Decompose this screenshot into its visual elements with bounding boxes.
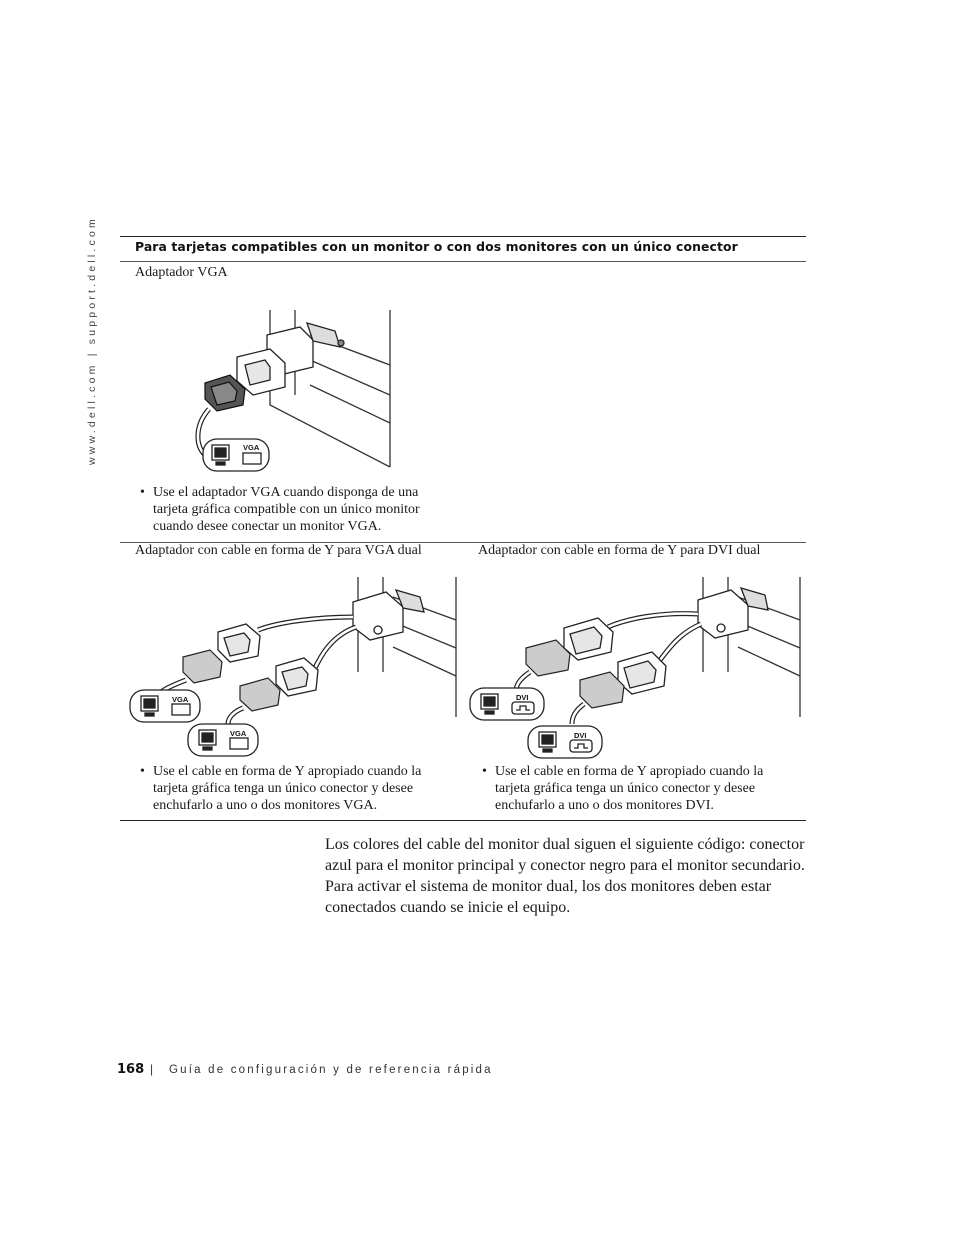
dual-dvi-badge-label-2: DVI: [574, 731, 587, 740]
vga-adapter-illustration: [195, 305, 395, 480]
dual-dvi-bullet: [482, 763, 764, 814]
vga-monitor-badge-1: [130, 690, 200, 722]
dual-vga-badge-label-1: VGA: [172, 695, 189, 704]
dual-vga-illustration: [128, 572, 458, 762]
table-heading-rule: [120, 261, 806, 262]
y-cable-lower: [660, 624, 701, 660]
vga-badge-label: VGA: [243, 443, 260, 452]
dual-dvi-label: Adaptador con cable en forma de Y para DVI dual: [478, 543, 761, 558]
paragraph-line: Para activar el sistema de monitor dual, los dos monitores deben estar: [325, 878, 772, 895]
dual-vga-bullet: [140, 763, 422, 814]
dual-vga-badge-label-2: VGA: [230, 729, 247, 738]
dvi-monitor-badge-2: [528, 726, 602, 758]
paragraph-line: conectados cuando se inicie el equipo.: [325, 899, 571, 916]
bullet-line: enchufarlo a uno o dos monitores VGA.: [153, 798, 378, 813]
dvi-plug-lower: [618, 652, 666, 694]
dvi-plug-upper: [564, 618, 613, 660]
bullet-line: enchufarlo a uno o dos monitores DVI.: [495, 798, 714, 813]
bullet-line: Use el cable en forma de Y apropiado cuando la: [153, 764, 422, 779]
dvi-monitor-badge-1: [470, 688, 544, 720]
bullet-line: Use el adaptador VGA cuando disponga de una: [153, 485, 419, 500]
vga-monitor-badge-2: [188, 724, 258, 756]
bullet-line: tarjeta gráfica tenga un único conector y desee: [153, 781, 414, 796]
vga-plug-lower: [276, 658, 318, 696]
table-bottom-rule: [120, 820, 806, 821]
vga-plug-upper: [218, 624, 260, 662]
page-number: 168: [117, 1062, 145, 1077]
bullet-line: tarjeta gráfica compatible con un único monitor: [153, 502, 420, 517]
y-cable-lower: [313, 627, 356, 672]
vga-plug-cable-end-lower: [240, 678, 280, 711]
vga-adapter-label: Adaptador VGA: [135, 265, 228, 280]
body-paragraph: [325, 834, 815, 918]
bullet-line: tarjeta gráfica tenga un único conector y desee: [495, 781, 756, 796]
bullet-glyph: •: [140, 485, 145, 500]
paragraph-line: azul para el monitor principal y conector negro para el monitor secundario.: [325, 857, 805, 874]
dual-dvi-badge-label-1: DVI: [516, 693, 529, 702]
table-heading: Para tarjetas compatibles con un monitor o con dos monitores con un único conector: [135, 239, 738, 254]
bullet-glyph: •: [140, 764, 145, 779]
footer-separator: |: [150, 1062, 154, 1076]
dual-vga-label: Adaptador con cable en forma de Y para VGA dual: [135, 543, 422, 558]
vga-plug-cable-end-upper: [183, 650, 222, 683]
dual-dvi-illustration: [468, 572, 803, 762]
vga-adapter-bullet: [140, 484, 420, 535]
side-url: [82, 216, 102, 470]
footer-title: Guía de configuración y de referencia rápida: [169, 1064, 493, 1076]
paragraph-line: Los colores del cable del monitor dual siguen el siguiente código: conector: [325, 836, 805, 853]
table-top-rule: [120, 236, 806, 237]
bullet-glyph: •: [482, 764, 487, 779]
bullet-line: Use el cable en forma de Y apropiado cuando la: [495, 764, 764, 779]
bullet-line: cuando desee conectar un monitor VGA.: [153, 519, 382, 534]
dvi-plug: [353, 590, 424, 640]
side-url-text: www.dell.com | support.dell.com: [86, 216, 98, 465]
